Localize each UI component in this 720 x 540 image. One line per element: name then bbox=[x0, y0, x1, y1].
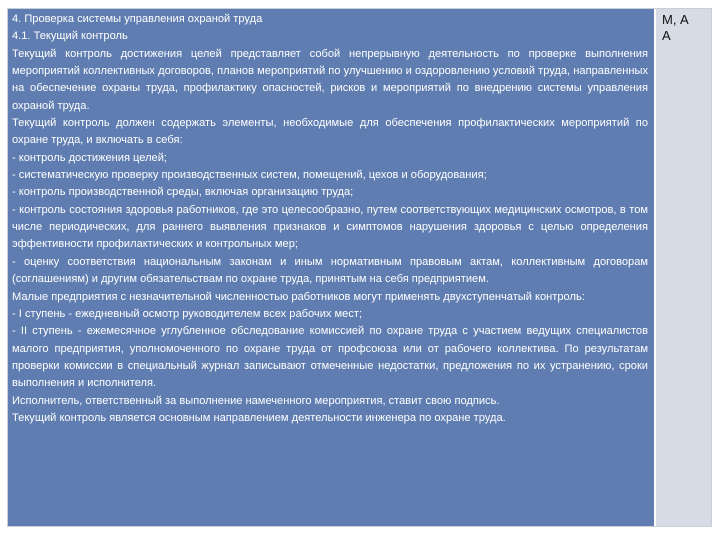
paragraph-executor: Исполнитель, ответственный за выполнение намеченного мероприятия, ставит свою подпись. bbox=[12, 394, 500, 407]
subsection-title: 4.1. Текущий контроль bbox=[12, 30, 128, 43]
section-title: 4. Проверка системы управления охраной труда bbox=[12, 13, 263, 25]
list-item-environment: - контроль производственной среды, включая организацию труда; bbox=[12, 186, 354, 199]
side-code-cell bbox=[656, 9, 711, 526]
list-item-goals: - контроль достижения целей; bbox=[12, 151, 167, 164]
code-label-secondary: А bbox=[662, 28, 671, 43]
list-item-health: - контроль состояния здоровья работников, где это целесообразно, путем соответствующих медицинских осмотров, в том числе периодических, для раннего выявления признаков и симптомов нарушения здоровья с целью определения эффективности профилактических и контрольных мер; bbox=[12, 203, 648, 251]
list-item-compliance: - оценку соответствия национальным законам и иным нормативным правовым актам, коллективным договорам (соглашениям) и другим обязательствам по охране труда, принятым на себя предприятием. bbox=[12, 255, 648, 286]
paragraph-conclusion: Текущий контроль является основным направлением деятельности инженера по охране труда. bbox=[12, 411, 506, 424]
paragraph-small-enterprises: Малые предприятия с незначительной численностью работников могут применять двухступенчатый контроль: bbox=[12, 290, 585, 303]
list-item-stage-two: - II ступень - ежемесячное углубленное обследование комиссией по охране труда с участием ведущих специалистов малого предприятия, уполномоченного по охране труда от профсоюза или от рабочего коллектива. По результатам проверки комиссии в специальный журнал записывают отмеченные недостатки, предложения по их устранению, сроки выполнения и исполнителя. bbox=[12, 325, 648, 390]
paragraph-elements-intro: Текущий контроль должен содержать элементы, необходимые для обеспечения профилактических мероприятий по охране труда, и включать в себя: bbox=[12, 117, 648, 147]
code-label-primary: М, А bbox=[662, 12, 689, 27]
paragraph-definition: Текущий контроль достижения целей представляет собой непрерывную деятельность по проверке выполнения мероприятий коллективных договоров, планов мероприятий по улучшению и оздоровлению условий труда, направленных на обеспечение охраны труда, профилактику опасностей, рисков и мероприятий по внедрению системы управления охраной труда. bbox=[12, 47, 648, 112]
content-table bbox=[7, 8, 712, 527]
main-text-cell bbox=[8, 9, 656, 526]
list-item-systems-check: - систематическую проверку производственных систем, помещений, цехов и оборудования; bbox=[12, 169, 487, 182]
list-item-stage-one: - I ступень - ежедневный осмотр руководителем всех рабочих мест; bbox=[12, 307, 363, 320]
